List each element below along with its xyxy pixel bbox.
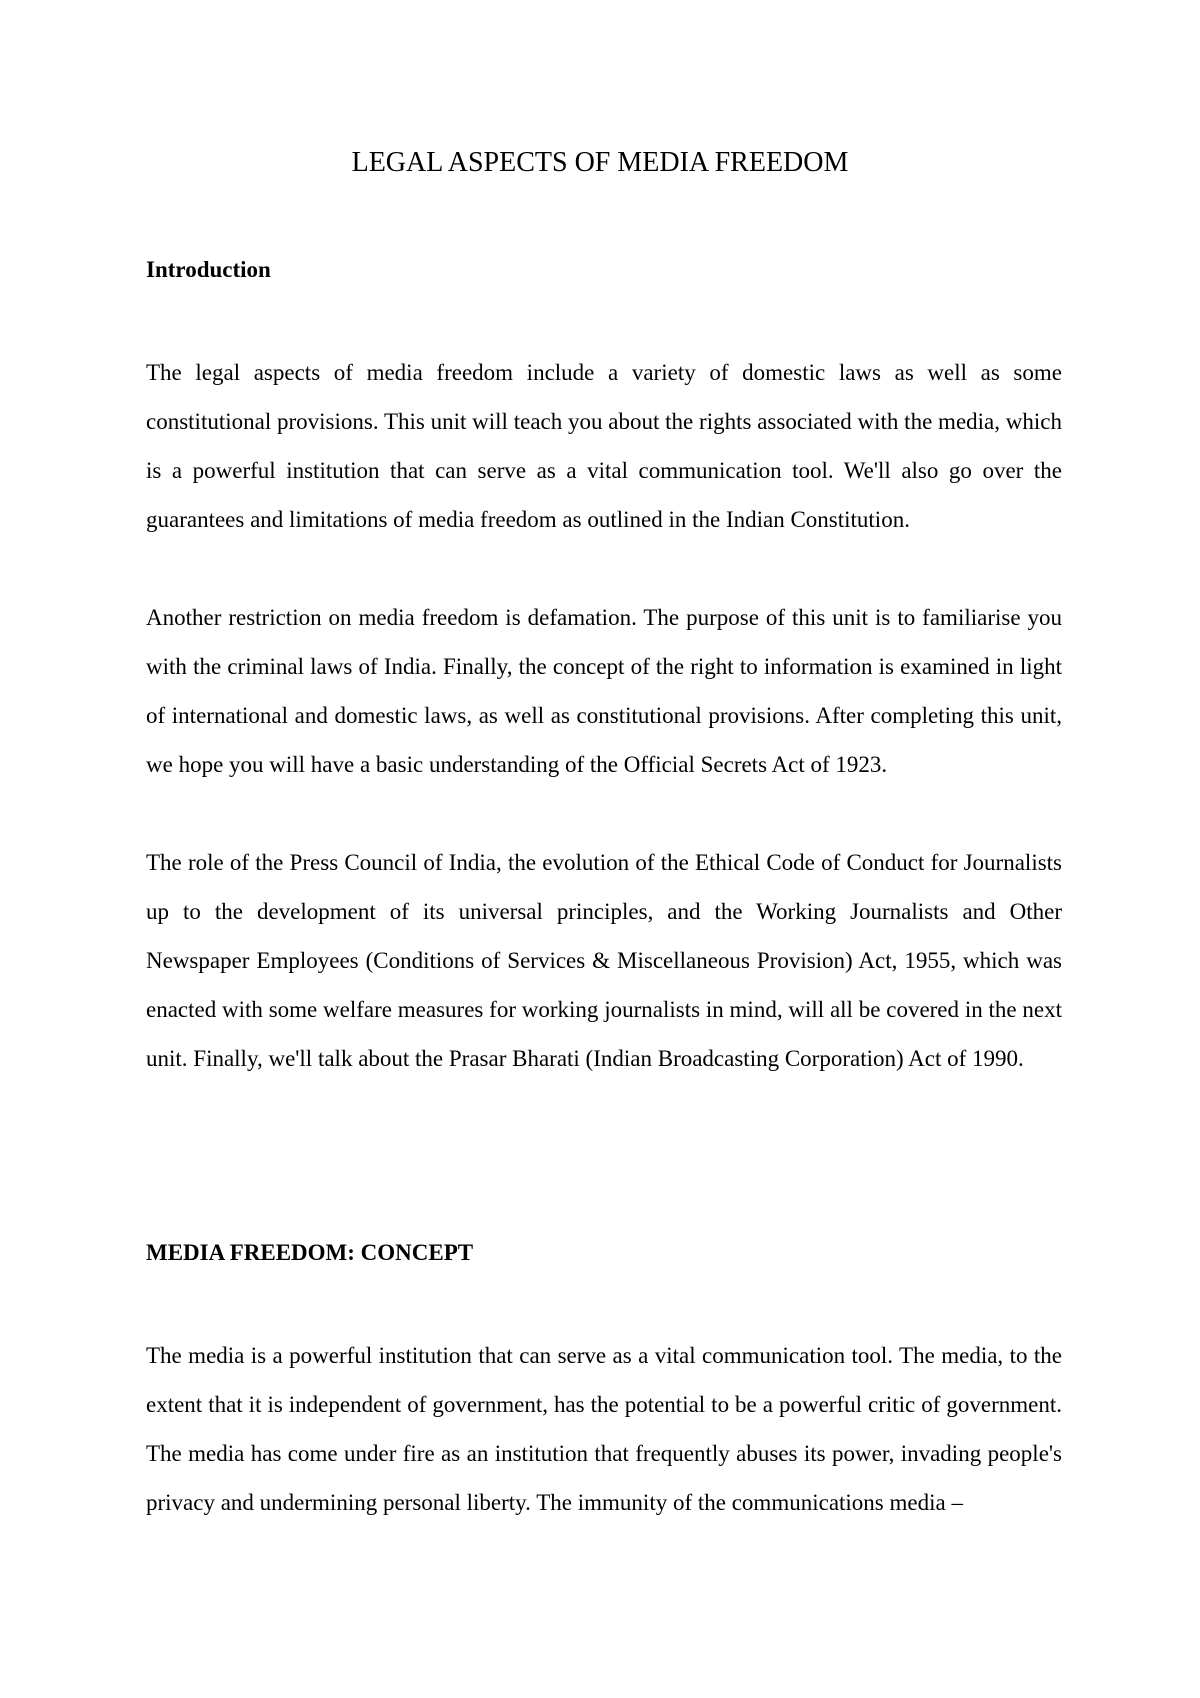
section-heading-media-freedom-concept: MEDIA FREEDOM: CONCEPT xyxy=(146,1240,474,1265)
paragraph: Another restriction on media freedom is defamation. The purpose of this unit is to familiarise you with the criminal laws of India. Finally, the concept of the right to information is examined in light of international and domestic laws, as well as constitutional provisions. After completing this unit, we hope you will have a basic understanding of the Official Secrets Act of 1923. xyxy=(146,605,1062,777)
section-heading-introduction: Introduction xyxy=(146,257,271,282)
paragraph: The media is a powerful institution that can serve as a vital communication tool. The media, to the extent that it is independent of government, has the potential to be a powerful critic of government. The media has come under fire as an institution that frequently abuses its power, invading people's privacy and undermining personal liberty. The immunity of the communications media – xyxy=(146,1343,1062,1515)
document-title: LEGAL ASPECTS OF MEDIA FREEDOM xyxy=(351,147,849,178)
paragraph: The role of the Press Council of India, the evolution of the Ethical Code of Conduct for Journalists up to the development of its universal principles, and the Working Journalists and Other Newspaper Employees (Conditions of Services & Miscellaneous Provision) Act, 1955, which was enacted with some welfare measures for working journalists in mind, will all be covered in the next unit. Finally, we'll talk about the Prasar Bharati (Indian Broadcasting Corporation) Act of 1990. xyxy=(146,850,1062,1071)
paragraph: The legal aspects of media freedom include a variety of domestic laws as well as some constitutional provisions. This unit will teach you about the rights associated with the media, which is a powerful institution that can serve as a vital communication tool. We'll also go over the guarantees and limitations of media freedom as outlined in the Indian Constitution. xyxy=(146,360,1062,532)
